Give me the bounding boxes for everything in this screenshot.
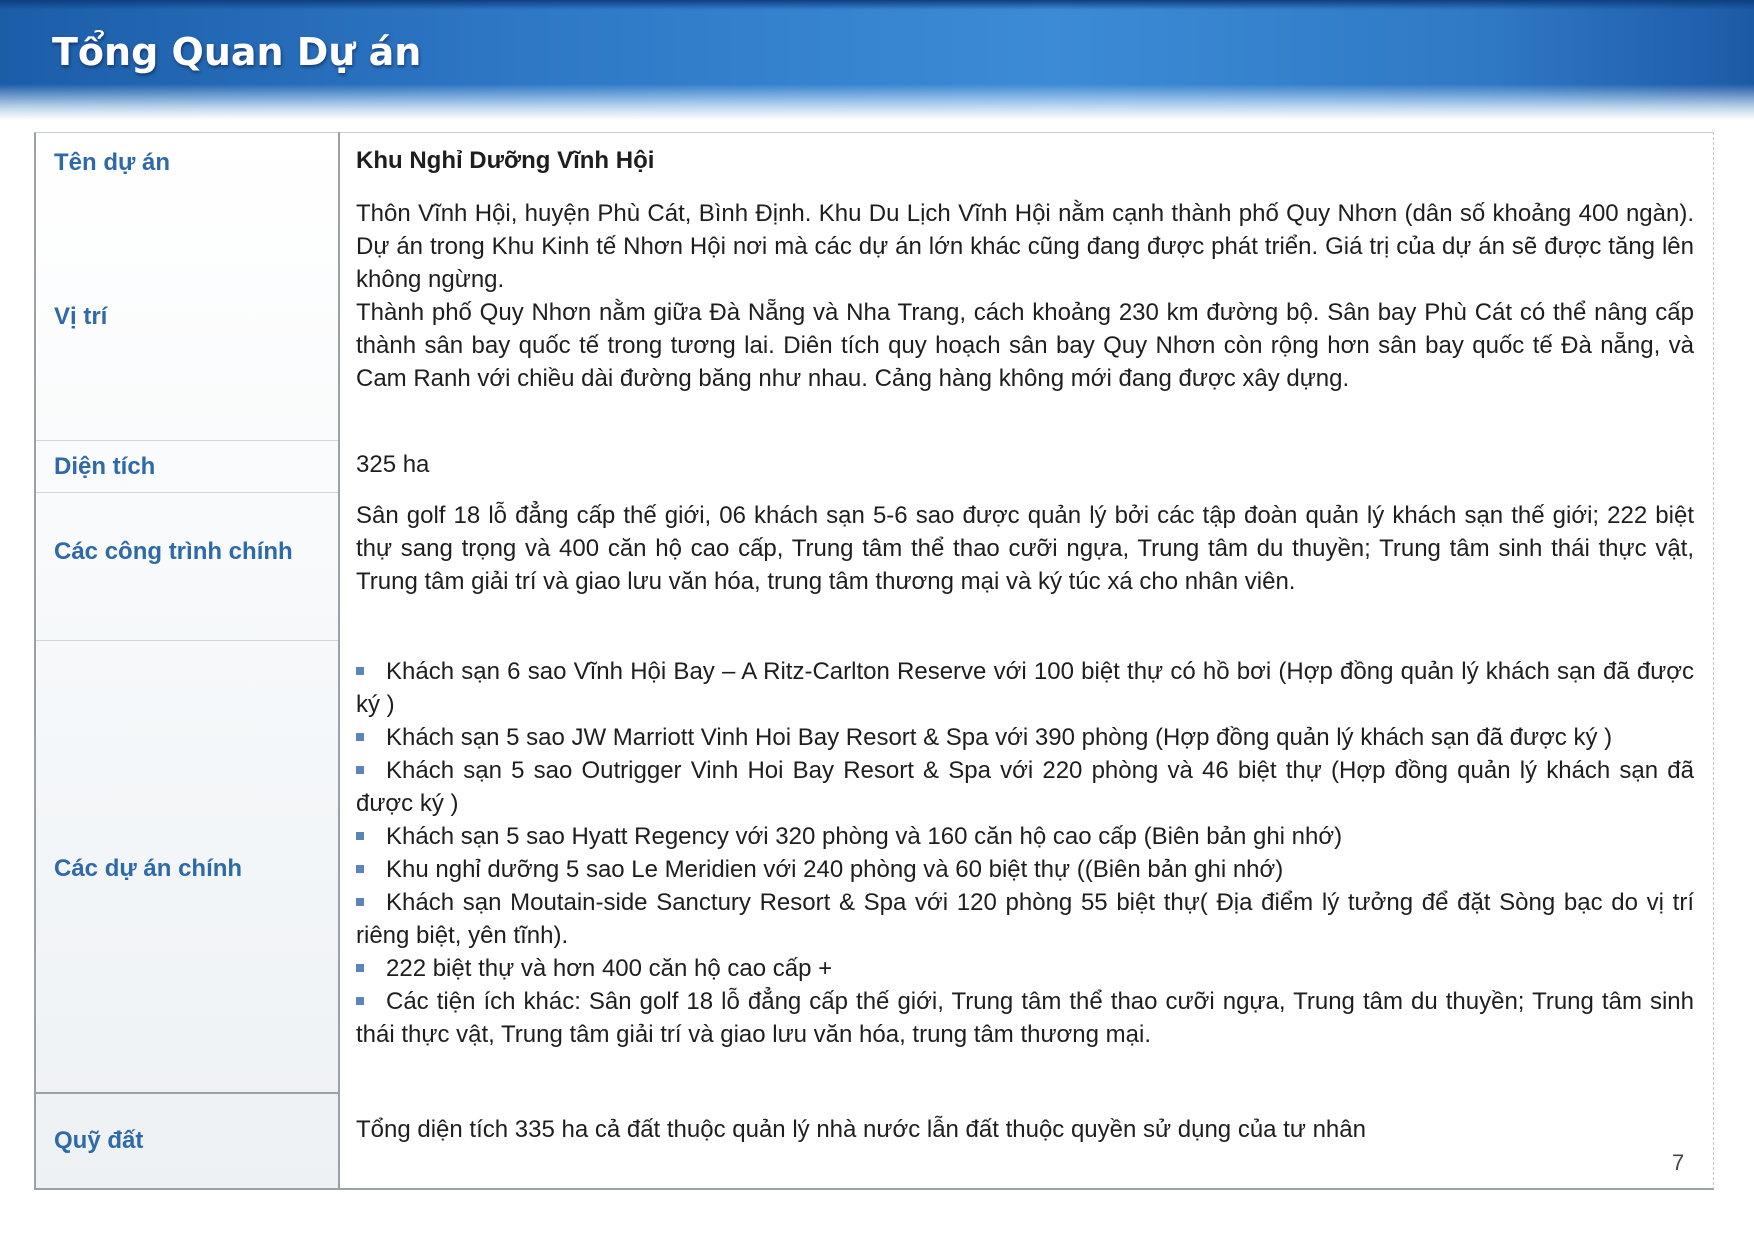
label-land: Quỹ đất [54, 1127, 144, 1154]
label-projects: Các dự án chính [54, 855, 243, 882]
row-separator [36, 492, 338, 493]
list-item: Khách sạn Moutain-side Sanctury Resort & Spa với 120 phòng 55 biệt thự( Địa điểm lý tưởng để đặt Sòng bạc do vị trí riêng biệt, yên tĩnh). [356, 889, 1694, 949]
label-area: Diện tích [54, 453, 156, 480]
location-paragraph: Thành phố Quy Nhơn nằm giữa Đà Nẵng và Nha Trang, cách khoảng 230 km đường bộ. Sân bay Phù Cát có thể nâng cấp thành sân bay quốc tế trong tương lai. Diên tích quy hoạch sân bay Quy Nhơn còn rộng hơn sân bay quốc tế Đà nẵng, và Cam Ranh với chiều dài đường băng như nhau. Cảng hàng không mới đang được xây dựng. [356, 299, 1694, 392]
bullet-icon [356, 733, 364, 741]
projects-value [356, 655, 1694, 1051]
bullet-icon [356, 766, 364, 774]
list-item: Các tiện ích khác: Sân golf 18 lỗ đẳng cấp thế giới, Trung tâm thể thao cưỡi ngựa, Trung tâm du thuyền; Trung tâm sinh thái thực vật, Trung tâm giải trí và giao lưu văn hóa, trung tâm thương mại. [356, 988, 1694, 1048]
bullet-icon [356, 964, 364, 972]
bullet-icon [356, 898, 364, 906]
header-banner [0, 0, 1754, 120]
list-item: Khách sạn 5 sao Hyatt Regency với 320 phòng và 160 căn hộ cao cấp (Biên bản ghi nhớ) [356, 820, 1694, 853]
project-name-value: Khu Nghỉ Dưỡng Vĩnh Hội [356, 147, 655, 174]
bullet-icon [356, 667, 364, 675]
bullet-icon [356, 832, 364, 840]
projects-list [356, 655, 1694, 1051]
bullet-icon [356, 865, 364, 873]
land-value: Tổng diện tích 335 ha cả đất thuộc quản lý nhà nước lẫn đất thuộc quyền sử dụng của tư nhân [356, 1116, 1366, 1143]
list-item: Khách sạn 5 sao Outrigger Vinh Hoi Bay Resort & Spa với 220 phòng và 46 biệt thự (Hợp đồng quản lý khách sạn đã được ký ) [356, 757, 1694, 817]
label-project-name: Tên dự án [54, 149, 171, 176]
page-number: 7 [1672, 1150, 1685, 1175]
facilities-value: Sân golf 18 lỗ đẳng cấp thế giới, 06 khách sạn 5-6 sao được quản lý bởi các tập đoàn quản lý khách sạn thế giới; 222 biệt thự sang trọng và 400 căn hộ cao cấp, Trung tâm thể thao cưỡi ngựa, Trung tâm du thuyền; Trung tâm sinh thái thực vật, Trung tâm giải trí và giao lưu văn hóa, trung tâm thương mại và ký túc xá cho nhân viên. [356, 502, 1694, 595]
label-facilities: Các công trình chính [54, 538, 293, 565]
area-value: 325 ha [356, 451, 430, 478]
bullet-icon [356, 997, 364, 1005]
column-divider [338, 132, 340, 1189]
row-separator [36, 640, 338, 641]
label-location: Vị trí [54, 303, 108, 330]
list-item: 222 biệt thự và hơn 400 căn hộ cao cấp + [356, 952, 1694, 985]
row-separator [36, 440, 338, 441]
list-item: Khu nghỉ dưỡng 5 sao Le Meridien với 240 phòng và 60 biệt thự ((Biên bản ghi nhớ) [356, 853, 1694, 886]
list-item: Khách sạn 6 sao Vĩnh Hội Bay – A Ritz-Carlton Reserve với 100 biệt thự có hồ bơi (Hợp đồng quản lý khách sạn đã được ký ) [356, 658, 1694, 718]
location-paragraph: Thôn Vĩnh Hội, huyện Phù Cát, Bình Định. Khu Du Lịch Vĩnh Hội nằm cạnh thành phố Quy Nhơn (dân số khoảng 400 ngàn). Dự án trong Khu Kinh tế Nhơn Hội nơi mà các dự án lớn khác cũng đang được phát triển. Giá trị của dự án sẽ được tăng lên không ngừng. [356, 200, 1694, 293]
page-title: Tổng Quan Dự án [52, 30, 422, 74]
list-item: Khách sạn 5 sao JW Marriott Vinh Hoi Bay Resort & Spa với 390 phòng (Hợp đồng quản lý khách sạn đã được ký ) [356, 721, 1694, 754]
row-separator [36, 1092, 338, 1094]
location-value [356, 197, 1694, 395]
